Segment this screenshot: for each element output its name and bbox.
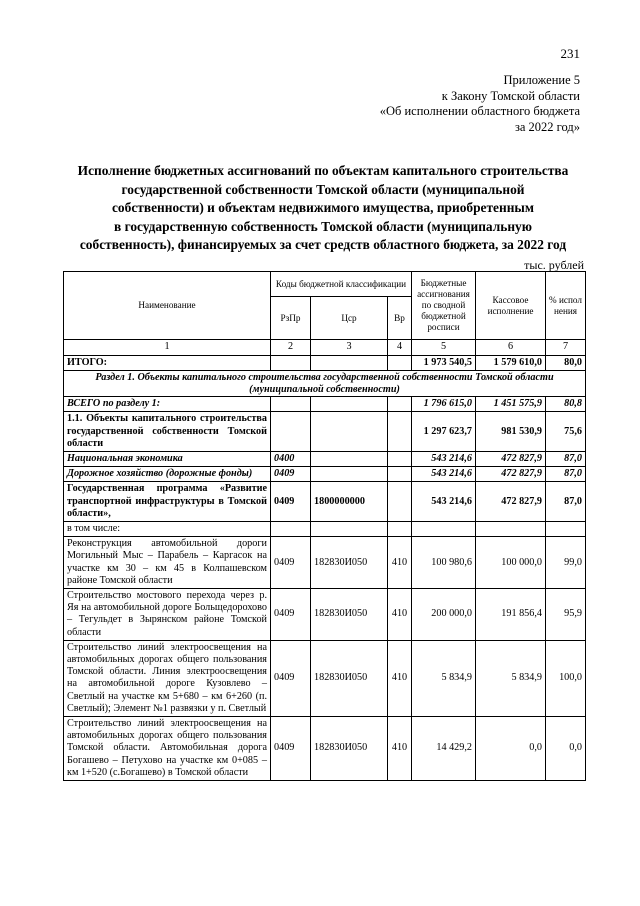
program-name: Государственная программа «Развитие транспортной инфраструктуры в Томской области», bbox=[64, 482, 271, 522]
budget-table bbox=[63, 271, 586, 781]
title-line: собственности) и объектам недвижимого имущества, приобретенным bbox=[111, 200, 535, 216]
object-row bbox=[64, 640, 586, 716]
column-number: 6 bbox=[476, 340, 546, 356]
object-row bbox=[64, 589, 586, 641]
object-budget: 200 000,0 bbox=[412, 589, 476, 641]
object-vr: 410 bbox=[388, 537, 412, 589]
section-heading-row bbox=[64, 371, 586, 397]
column-number: 4 bbox=[388, 340, 412, 356]
object-rzpr: 0409 bbox=[271, 589, 311, 641]
program-rzpr: 0409 bbox=[271, 482, 311, 522]
object-vr: 410 bbox=[388, 717, 412, 781]
program-csr: 1800000000 bbox=[311, 482, 388, 522]
subsection-budget: 1 297 623,7 bbox=[412, 412, 476, 452]
object-percent: 95,9 bbox=[546, 589, 586, 641]
road-funds-budget: 543 214,6 bbox=[412, 467, 476, 482]
object-name: Строительство линий электроосвещения на автомобильных дорогах общего пользования Томской области. Автомобильная дорога Богашево – Петухово на участке км 0+085 – км 1+520 (с.Богашево) в Томской области bbox=[64, 717, 271, 781]
header-codes: Коды бюджетной классификации bbox=[271, 272, 412, 297]
subsection-cash: 981 530,9 bbox=[476, 412, 546, 452]
subsection-row bbox=[64, 412, 586, 452]
object-rzpr: 0409 bbox=[271, 537, 311, 589]
title-line: Исполнение бюджетных ассигнований по объектам капитального строительства bbox=[77, 163, 569, 178]
object-vr: 410 bbox=[388, 640, 412, 716]
header-vr: Вр bbox=[388, 297, 412, 340]
header-percent: % испол нения bbox=[546, 272, 586, 340]
object-percent: 100,0 bbox=[546, 640, 586, 716]
object-budget: 100 980,6 bbox=[412, 537, 476, 589]
header-cash: Кассовое исполнение bbox=[476, 272, 546, 340]
object-rzpr: 0409 bbox=[271, 717, 311, 781]
column-number: 5 bbox=[412, 340, 476, 356]
road-funds-row bbox=[64, 467, 586, 482]
column-numbers-row bbox=[64, 340, 586, 356]
program-budget: 543 214,6 bbox=[412, 482, 476, 522]
appendix-line: к Закону Томской области bbox=[441, 88, 580, 103]
header-name: Наименование bbox=[64, 272, 271, 340]
appendix-line: «Об исполнении областного бюджета bbox=[379, 104, 580, 118]
program-percent: 87,0 bbox=[546, 482, 586, 522]
section-total-row bbox=[64, 397, 586, 412]
economy-row bbox=[64, 452, 586, 467]
units-label: тыс. рублей bbox=[524, 258, 584, 272]
object-percent: 99,0 bbox=[546, 537, 586, 589]
object-csr: 182830И050 bbox=[311, 589, 388, 641]
economy-cash: 472 827,9 bbox=[476, 452, 546, 467]
title-line: государственной собственности Томской области (муниципальной bbox=[121, 181, 525, 197]
object-cash: 100 000,0 bbox=[476, 537, 546, 589]
object-csr: 182830И050 bbox=[311, 537, 388, 589]
appendix-line: Приложение 5 bbox=[503, 73, 580, 87]
section-total-cash: 1 451 575,9 bbox=[476, 397, 546, 412]
object-name: Строительство линий электроосвещения на автомобильных дорогах общего пользования Томской области. Линия электроосвещения на автомобильной дороге Кузовлево – Светлый на участке км 5+680 – км 6+260 (п. Светлый); Элемент №1 развязки у п. Светлый bbox=[64, 640, 271, 716]
object-csr: 182830И050 bbox=[311, 717, 388, 781]
page-number: 231 bbox=[560, 46, 580, 61]
object-name: Реконструкция автомобильной дороги Могильный Мыс – Парабель – Каргасок на участке км 30 – км 45 в Колпашевском районе Томской области bbox=[64, 537, 271, 589]
header-rzpr: РзПр bbox=[271, 297, 311, 340]
object-percent: 0,0 bbox=[546, 717, 586, 781]
economy-budget: 543 214,6 bbox=[412, 452, 476, 467]
object-cash: 5 834,9 bbox=[476, 640, 546, 716]
road-funds-cash: 472 827,9 bbox=[476, 467, 546, 482]
section-total-budget: 1 796 615,0 bbox=[412, 397, 476, 412]
object-row bbox=[64, 717, 586, 781]
total-budget: 1 973 540,5 bbox=[412, 356, 476, 371]
object-cash: 0,0 bbox=[476, 717, 546, 781]
object-budget: 5 834,9 bbox=[412, 640, 476, 716]
object-name: Строительство мостового перехода через р. Яя на автомобильной дороге Больщедорохово – Тегульдет в Зырянском районе Томской области bbox=[64, 589, 271, 641]
road-funds-rzpr: 0409 bbox=[271, 467, 311, 482]
subsection-percent: 75,6 bbox=[546, 412, 586, 452]
object-row bbox=[64, 537, 586, 589]
appendix-reference bbox=[280, 73, 580, 135]
program-cash: 472 827,9 bbox=[476, 482, 546, 522]
title-line: собственность), финансируемых за счет средств областного бюджета, за 2022 год bbox=[79, 237, 567, 253]
title-line: в государственную собственность Томской области (муниципальную bbox=[114, 218, 532, 234]
header-csr: Цср bbox=[311, 297, 388, 340]
road-funds-name: Дорожное хозяйство (дорожные фонды) bbox=[64, 467, 271, 482]
subsection-name: 1.1. Объекты капитального строительства государственной собственности Томской области bbox=[64, 412, 271, 452]
header-budget: Бюджетные ассигнования по сводной бюджетной росписи bbox=[412, 272, 476, 340]
including-row bbox=[64, 522, 586, 537]
economy-name: Национальная экономика bbox=[64, 452, 271, 467]
total-cash: 1 579 610,0 bbox=[476, 356, 546, 371]
total-label: ИТОГО: bbox=[64, 356, 271, 371]
total-row bbox=[64, 356, 586, 371]
column-number: 1 bbox=[64, 340, 271, 356]
including-label: в том числе: bbox=[64, 522, 271, 537]
object-budget: 14 429,2 bbox=[412, 717, 476, 781]
total-percent: 80,0 bbox=[546, 356, 586, 371]
section-total-percent: 80,8 bbox=[546, 397, 586, 412]
object-rzpr: 0409 bbox=[271, 640, 311, 716]
column-number: 3 bbox=[311, 340, 388, 356]
column-number: 7 bbox=[546, 340, 586, 356]
section-heading: Раздел 1. Объекты капитального строительства государственной собственности Томской области (муниципальной собственности) bbox=[64, 371, 586, 397]
document-title bbox=[58, 162, 588, 255]
road-funds-percent: 87,0 bbox=[546, 467, 586, 482]
column-number: 2 bbox=[271, 340, 311, 356]
object-csr: 182830И050 bbox=[311, 640, 388, 716]
section-total-label: ВСЕГО по разделу 1: bbox=[64, 397, 271, 412]
program-row bbox=[64, 482, 586, 522]
appendix-line: за 2022 год» bbox=[514, 119, 580, 134]
economy-rzpr: 0400 bbox=[271, 452, 311, 467]
object-vr: 410 bbox=[388, 589, 412, 641]
object-cash: 191 856,4 bbox=[476, 589, 546, 641]
economy-percent: 87,0 bbox=[546, 452, 586, 467]
